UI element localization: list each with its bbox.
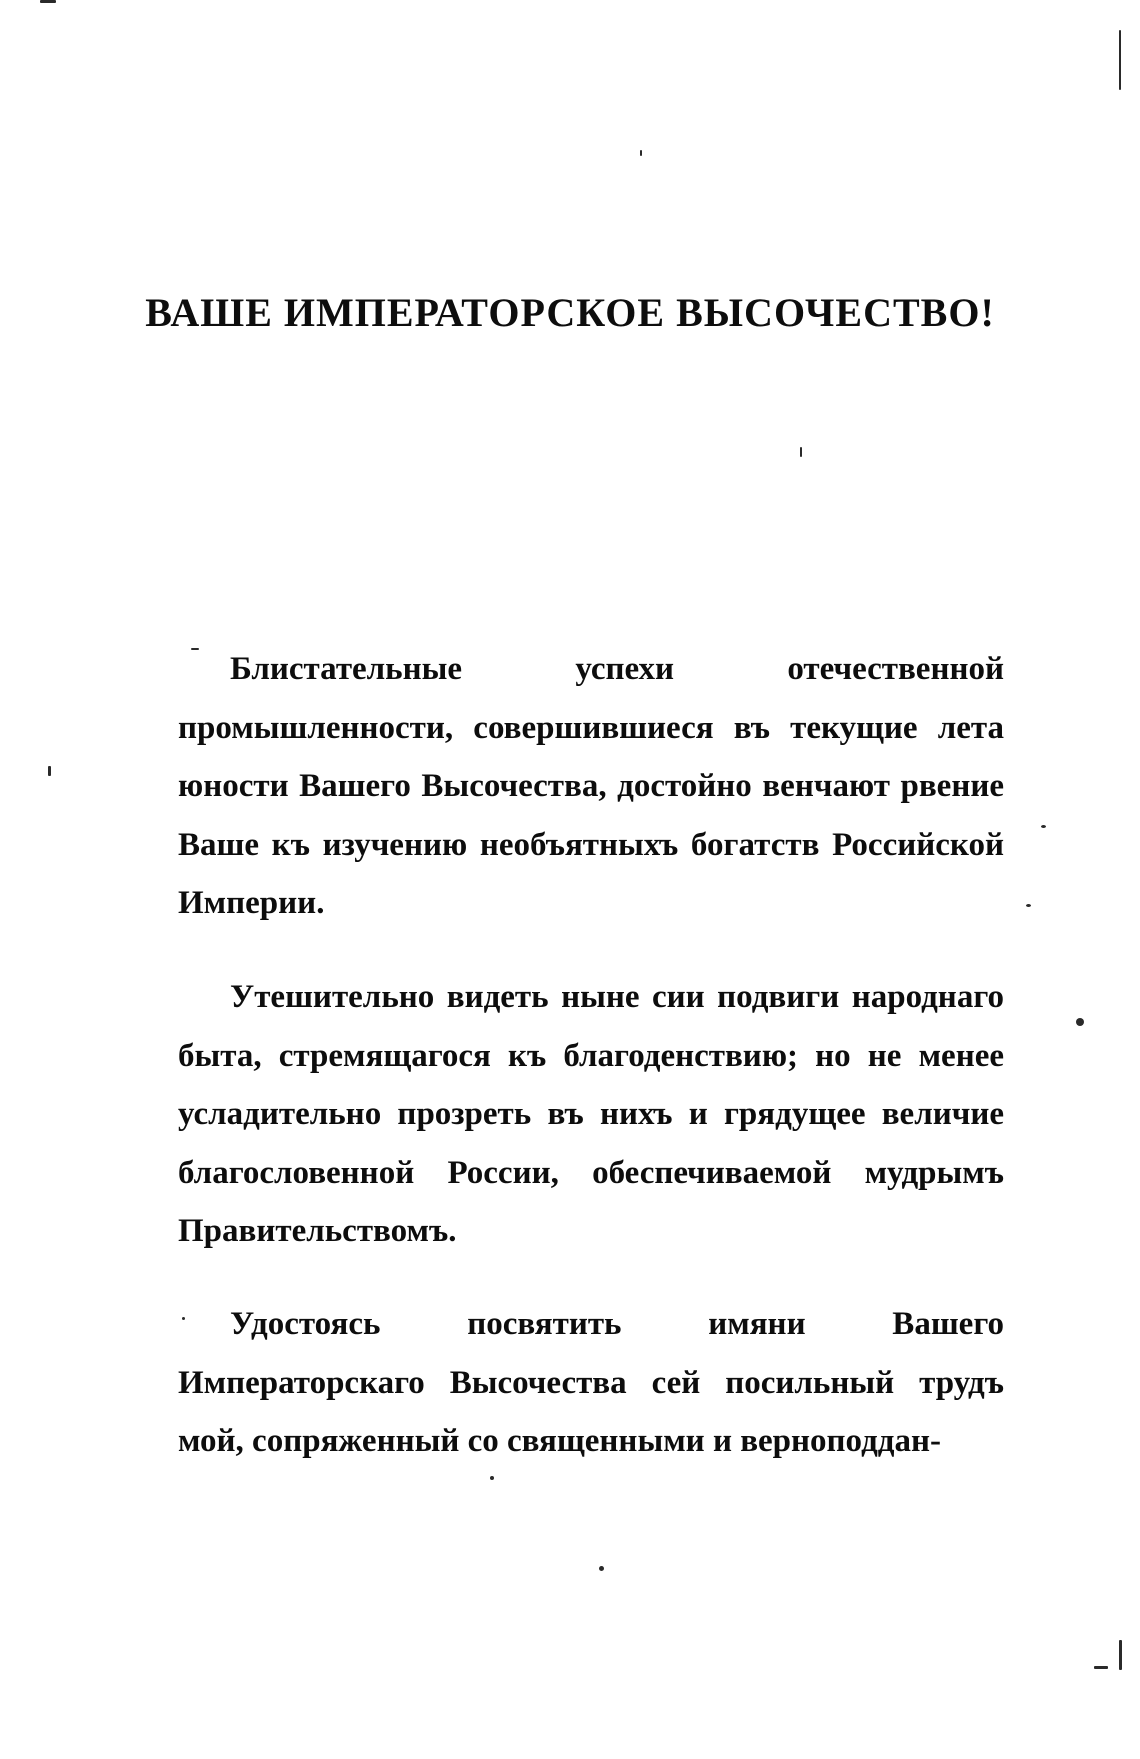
paragraph-1: Блистательные успехи отечественной промышленности, совершившиеся въ текущие лета юности Вашего Высочества, достойно венчают рвение Ваше къ изучению необъятныхъ богатств Российской Империи.: [178, 651, 1004, 921]
paragraph-2: Утешительно видеть ныне сии подвиги народнаго быта, стремящагося къ благоденствию; но не менее усладительно прозреть въ нихъ и грядущее величие благословенной России, обеспечиваемой мудрымъ Правительствомъ.: [178, 979, 1004, 1249]
scan-speck: [40, 0, 56, 3]
scan-speck: [1026, 904, 1031, 907]
scan-speck: [1076, 1018, 1084, 1026]
scan-speck: [490, 1476, 494, 1480]
scan-speck: [1119, 1640, 1122, 1670]
scan-speck: [182, 1317, 185, 1320]
scan-speck: [191, 648, 199, 650]
scan-speck: [800, 447, 802, 457]
scan-speck: [599, 1566, 604, 1571]
scan-speck: [48, 766, 51, 776]
paragraph-3: Удостоясь посвятить имяни Вашего Императорскаго Высочества сей посильный трудъ мой, сопряженный со священными и верноподдан-: [178, 1306, 1004, 1459]
scan-speck: [1119, 30, 1121, 90]
scan-speck: [1041, 825, 1046, 828]
scan-speck: [640, 150, 642, 156]
dedication-heading: ВАШЕ ИМПЕРАТОРСКОЕ ВЫСОЧЕСТВО!: [145, 289, 995, 335]
scan-speck: [1094, 1666, 1108, 1669]
